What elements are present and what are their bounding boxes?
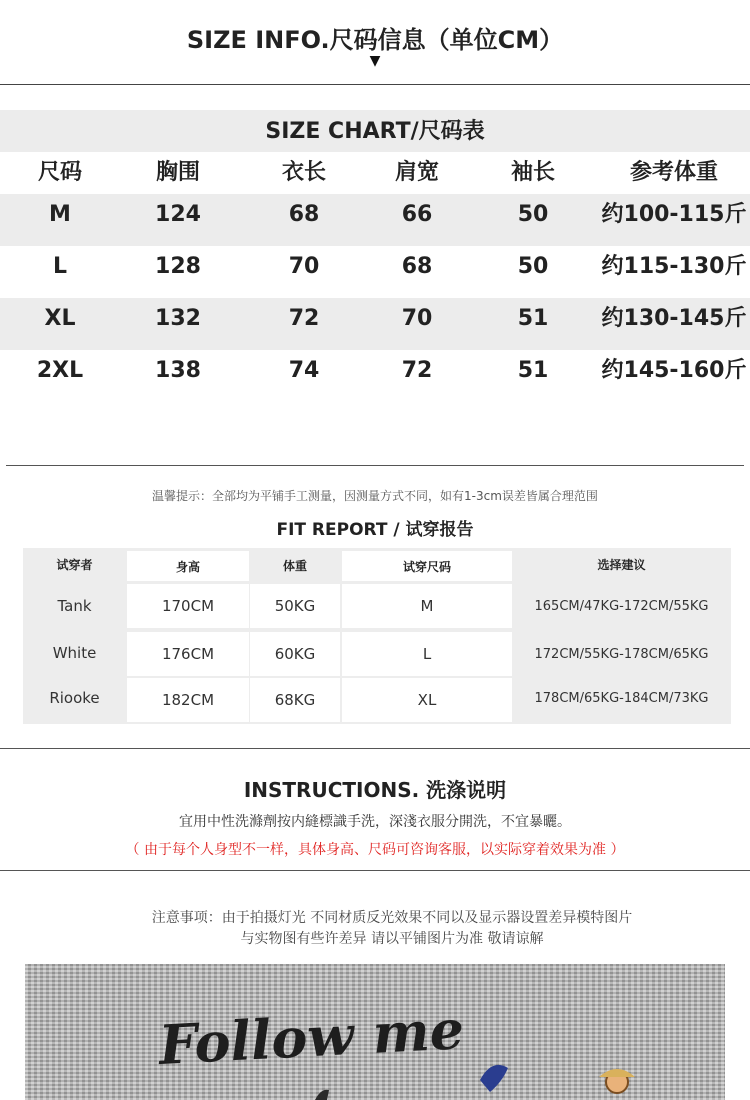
cell-chest: 138	[155, 358, 201, 383]
down-arrow-icon: ▼	[369, 53, 381, 69]
cell-size: XL	[44, 306, 76, 331]
table-row	[0, 298, 750, 350]
embroidered-figure-dark	[315, 1090, 329, 1100]
divider-instructions-top	[0, 748, 750, 749]
fit-cell-size: L	[342, 632, 512, 676]
cell-shoulder: 70	[401, 306, 433, 331]
header-chest: 胸围	[155, 160, 201, 185]
fit-cell-advice: 165CM/47KG-172CM/55KG	[534, 598, 709, 614]
cell-size: L	[52, 254, 68, 279]
fit-header-advice: 选择建议	[597, 557, 646, 572]
instructions-warning: （ 由于每个人身型不一样，具体身高、尺码可咨询客服，以实际穿着效果为准 ）	[125, 842, 625, 858]
instructions-text: 宜用中性洗滌劑按内縫標識手洗，深淺衣服分開洗，不宜暴曬。	[179, 814, 571, 830]
cell-weight: 约115-130斤	[601, 254, 747, 279]
fit-cell-tester: White	[52, 644, 97, 662]
header-length: 衣长	[281, 160, 327, 185]
cell-sleeve: 51	[517, 358, 549, 383]
embroidered-figure-blue	[480, 1065, 508, 1092]
embroidery-text: Follow me	[157, 997, 466, 1077]
fit-cell-height: 176CM	[127, 632, 249, 676]
embroidered-figure-hat	[599, 1069, 635, 1077]
fit-cell-weight: 50KG	[250, 584, 340, 628]
cell-length: 72	[288, 306, 320, 331]
fit-header-height: 身高	[127, 551, 249, 581]
notice-line-1: 注意事项：由于拍摄灯光 不同材质反光效果不同以及显示器设置差异模特图片	[151, 910, 633, 926]
header-sleeve: 袖长	[510, 160, 556, 185]
fit-cell-tester: Riooke	[49, 689, 100, 707]
size-chart-table	[0, 110, 750, 402]
cell-shoulder: 66	[401, 202, 433, 227]
header-weight: 参考体重	[629, 160, 719, 185]
divider-middle	[6, 465, 744, 466]
size-chart-header-row	[0, 152, 750, 194]
fit-report-title: FIT REPORT / 试穿报告	[276, 520, 474, 540]
fit-cell-tester: Tank	[57, 597, 92, 615]
size-info-title: SIZE INFO.尺码信息（单位CM）	[186, 26, 564, 54]
cell-chest: 124	[155, 202, 201, 227]
fit-cell-advice: 172CM/55KG-178CM/65KG	[534, 646, 709, 662]
cell-length: 68	[288, 202, 320, 227]
cell-chest: 132	[155, 306, 201, 331]
fit-cell-height: 182CM	[127, 678, 249, 722]
divider-instructions-bottom	[0, 870, 750, 871]
cell-chest: 128	[155, 254, 201, 279]
embroidery-graphic	[25, 964, 725, 1100]
header-shoulder: 肩宽	[394, 160, 440, 185]
cell-length: 70	[288, 254, 320, 279]
product-photo	[25, 964, 725, 1100]
cell-sleeve: 50	[517, 254, 549, 279]
notice-line-2: 与实物图有些许差异 请以平铺图片为准 敬请谅解	[240, 931, 544, 947]
size-chart-title: SIZE CHART/尺码表	[0, 110, 750, 152]
cell-size: M	[49, 202, 71, 227]
cell-shoulder: 68	[401, 254, 433, 279]
cell-sleeve: 50	[517, 202, 549, 227]
measurement-note: 温馨提示：全部均为平铺手工测量，因测量方式不同，如有1-3cm误差皆属合理范围	[152, 489, 598, 503]
fit-header-tester: 试穿者	[56, 557, 93, 572]
fit-header-size: 试穿尺码	[342, 551, 512, 581]
fit-cell-size: XL	[342, 678, 512, 722]
fit-header-weight: 体重	[282, 558, 307, 573]
cell-weight: 约130-145斤	[601, 306, 747, 331]
header-size: 尺码	[37, 160, 83, 185]
cell-sleeve: 51	[517, 306, 549, 331]
table-row	[0, 350, 750, 402]
fit-cell-weight: 60KG	[250, 632, 340, 676]
fit-cell-height: 170CM	[127, 584, 249, 628]
cell-size: 2XL	[36, 358, 84, 383]
fit-cell-advice: 178CM/65KG-184CM/73KG	[534, 690, 709, 706]
table-row	[0, 246, 750, 298]
fit-cell-size: M	[342, 584, 512, 628]
fit-cell-weight: 68KG	[250, 678, 340, 722]
cell-length: 74	[288, 358, 320, 383]
instructions-title: INSTRUCTIONS. 洗涤说明	[243, 778, 507, 802]
fit-report-table	[23, 548, 731, 724]
table-row	[0, 194, 750, 246]
cell-weight: 约145-160斤	[601, 358, 747, 383]
cell-weight: 约100-115斤	[601, 202, 747, 227]
cell-shoulder: 72	[401, 358, 433, 383]
divider-top	[0, 84, 750, 85]
